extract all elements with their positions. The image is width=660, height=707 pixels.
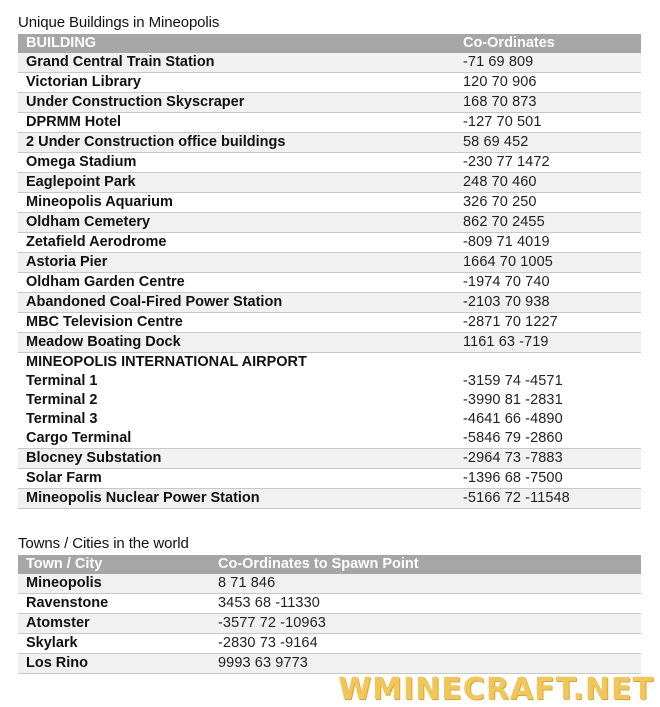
table-row (18, 634, 641, 654)
table-row (18, 614, 641, 634)
building-coords: 1664 70 1005 (455, 253, 641, 273)
table-row (18, 133, 641, 153)
building-coords: 120 70 906 (455, 73, 641, 93)
table-row (18, 353, 641, 373)
town-column-header: Town / City (18, 555, 210, 574)
table-row (18, 173, 641, 193)
building-name: MBC Television Centre (18, 313, 455, 333)
building-name: Solar Farm (18, 469, 455, 489)
table-row (18, 594, 641, 614)
table-row (18, 574, 641, 594)
table-row (18, 313, 641, 333)
table-row (18, 93, 641, 113)
building-name: Abandoned Coal-Fired Power Station (18, 293, 455, 313)
towns-title: Towns / Cities in the world (18, 535, 189, 552)
table-row (18, 273, 641, 293)
town-name: Los Rino (18, 654, 210, 674)
table-row (18, 654, 641, 674)
building-name: Oldham Cemetery (18, 213, 455, 233)
table-row (18, 113, 641, 133)
table-row (18, 449, 641, 469)
town-coords: -3577 72 -10963 (210, 614, 641, 634)
building-coords: 1161 63 -719 (455, 333, 641, 353)
building-coords: -127 70 501 (455, 113, 641, 133)
building-coords: -5846 79 -2860 (455, 429, 641, 449)
table-row (18, 73, 641, 93)
building-coords: -2964 73 -7883 (455, 449, 641, 469)
table-row (18, 153, 641, 173)
building-name: Blocney Substation (18, 449, 455, 469)
site-watermark: WMINECRAFT.NET (338, 672, 654, 707)
building-coords: -5166 72 -11548 (455, 489, 641, 509)
building-coords: -2871 70 1227 (455, 313, 641, 333)
building-name: Terminal 1 (26, 373, 98, 389)
table-row (18, 333, 641, 353)
town-coords: 9993 63 9773 (210, 654, 641, 674)
town-coords: 8 71 846 (210, 574, 641, 594)
building-name: Grand Central Train Station (18, 53, 455, 73)
town-name: Atomster (18, 614, 210, 634)
building-name: Mineopolis Nuclear Power Station (18, 489, 455, 509)
building-coords: -1974 70 740 (455, 273, 641, 293)
building-name: Cargo Terminal (18, 429, 455, 449)
buildings-table (18, 34, 641, 509)
building-name: 2 Under Construction office buildings (18, 133, 455, 153)
building-name: Zetafield Aerodrome (18, 233, 455, 253)
town-coords: -2830 73 -9164 (210, 634, 641, 654)
building-coords: -3159 74 -4571 (463, 373, 563, 389)
town-name: Mineopolis (18, 574, 210, 594)
building-name: Mineopolis Aquarium (18, 193, 455, 213)
building-name: DPRMM Hotel (18, 113, 455, 133)
building-coords: -2103 70 938 (455, 293, 641, 313)
building-coords: -71 69 809 (455, 53, 641, 73)
building-name: Omega Stadium (18, 153, 455, 173)
building-coords: 862 70 2455 (455, 213, 641, 233)
building-name: Terminal 2 (26, 392, 98, 408)
building-name: Victorian Library (18, 73, 455, 93)
table-row (18, 293, 641, 313)
airport-group-heading: MINEOPOLIS INTERNATIONAL AIRPORT (26, 354, 307, 370)
table-row (18, 372, 641, 391)
building-coords: -809 71 4019 (455, 233, 641, 253)
table-row (18, 253, 641, 273)
spawn-coordinates-column-header: Co-Ordinates to Spawn Point (210, 555, 641, 574)
building-coords: -230 77 1472 (455, 153, 641, 173)
building-coords: -3990 81 -2831 (463, 392, 563, 408)
building-coords: 58 69 452 (455, 133, 641, 153)
building-coords: 168 70 873 (455, 93, 641, 113)
coordinates-column-header: Co-Ordinates (455, 34, 641, 53)
table-row (18, 233, 641, 253)
table-row (18, 410, 641, 429)
table-row (18, 469, 641, 489)
building-name: Eaglepoint Park (18, 173, 455, 193)
building-coords (455, 353, 641, 373)
towns-header-row (18, 555, 641, 574)
building-coords: -1396 68 -7500 (455, 469, 641, 489)
table-row (18, 193, 641, 213)
table-row (18, 213, 641, 233)
table-row (18, 489, 641, 509)
building-column-header: BUILDING (18, 34, 455, 53)
town-name: Ravenstone (18, 594, 210, 614)
building-name: Meadow Boating Dock (18, 333, 455, 353)
towns-table (18, 555, 641, 674)
building-name: Under Construction Skyscraper (18, 93, 455, 113)
table-row (18, 53, 641, 73)
building-name: Astoria Pier (18, 253, 455, 273)
building-name: Terminal 3 (26, 411, 98, 427)
buildings-header-row (18, 34, 641, 53)
building-coords: -4641 66 -4890 (463, 411, 563, 427)
building-coords: 248 70 460 (455, 173, 641, 193)
building-name: Oldham Garden Centre (18, 273, 455, 293)
town-name: Skylark (18, 634, 210, 654)
table-row (18, 391, 641, 410)
town-coords: 3453 68 -11330 (210, 594, 641, 614)
buildings-title: Unique Buildings in Mineopolis (18, 14, 220, 31)
table-row (18, 429, 641, 449)
building-coords: 326 70 250 (455, 193, 641, 213)
